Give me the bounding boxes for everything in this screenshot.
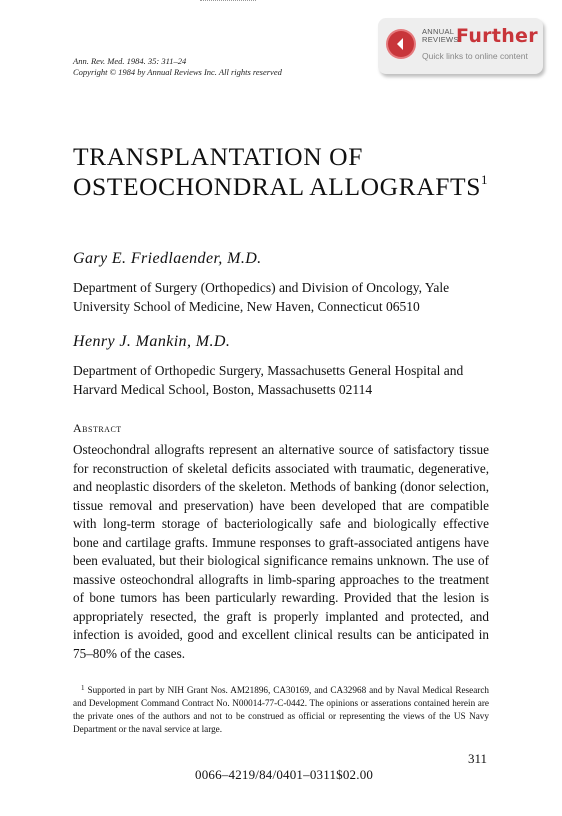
author-name: Henry J. Mankin, M.D.: [73, 333, 231, 350]
badge-subtitle: Quick links to online content: [422, 51, 528, 61]
abstract-body: Osteochondral allografts represent an alternative source of satisfactory tissue for reconstruction of skeletal deficits associated with traumatic, degenerative, and neoplastic disorders of the skeleton. Methods of banking (donor selection, tissue removal and preservation) have been developed that are compatible with long-term storage of bacteriologically safe and biologically effective bone and cartilage grafts. Immune responses to graft-associated antigens have been evaluated, but their biological significance remains unknown. The use of massive osteochondral allografts in limb-sparing approaches to the treatment of bone tumors has been particularly rewarding. Provided that the lesion is appropriately resected, the graft is properly implanted and protected, and infection is avoided, good and excellent clinical results can be anticipated in 75–80% of the cases.: [73, 442, 489, 661]
title-line-1: TRANSPLANTATION OF: [73, 142, 363, 171]
badge-annual-label: ANNUAL: [422, 27, 455, 36]
copyright-line: Copyright © 1984 by Annual Reviews Inc. All rights reserved: [73, 67, 282, 77]
footnote-mark: 1: [81, 684, 85, 692]
title-footnote-mark[interactable]: 1: [481, 172, 489, 187]
badge-reviews-label: REVIEWS: [422, 35, 459, 44]
article-title: [73, 142, 488, 202]
document-code: 0066–4219/84/0401–0311$02.00: [195, 767, 374, 782]
page-number: 311: [468, 751, 488, 766]
journal-citation: [73, 56, 282, 78]
top-scan-mark: [200, 0, 256, 2]
play-arrow-icon: [388, 31, 414, 57]
badge-publisher: [422, 28, 459, 44]
abstract-heading: Abstract: [73, 421, 122, 435]
author-name: Gary E. Friedlaender, M.D.: [73, 250, 262, 267]
further-links-badge[interactable]: [378, 18, 543, 74]
author-affiliation: Department of Surgery (Orthopedics) and Division of Oncology, Yale University School of Medicine, New Haven, Connecticut 06510: [73, 280, 450, 314]
badge-further-label: Further: [456, 25, 538, 47]
title-line-2-text: OSTEOCHONDRAL ALLOGRAFTS: [73, 172, 482, 201]
footnote: [73, 684, 489, 736]
footnote-text: Supported in part by NIH Grant Nos. AM21896, CA30169, and CA32968 and by Naval Medical Research and Development Command Contract No. N00014-77-C-0442. The opinions or asserations contained herein are the private ones of the authors and not to be construed as official or representing the views of the US Navy Department or the naval service at large.: [73, 685, 490, 734]
journal-citation-line: Ann. Rev. Med. 1984. 35: 311–24: [73, 56, 187, 66]
title-line-2: [73, 172, 488, 202]
author-affiliation: Department of Orthopedic Surgery, Massachusetts General Hospital and Harvard Medical School, Boston, Massachusetts 02114: [73, 363, 464, 397]
